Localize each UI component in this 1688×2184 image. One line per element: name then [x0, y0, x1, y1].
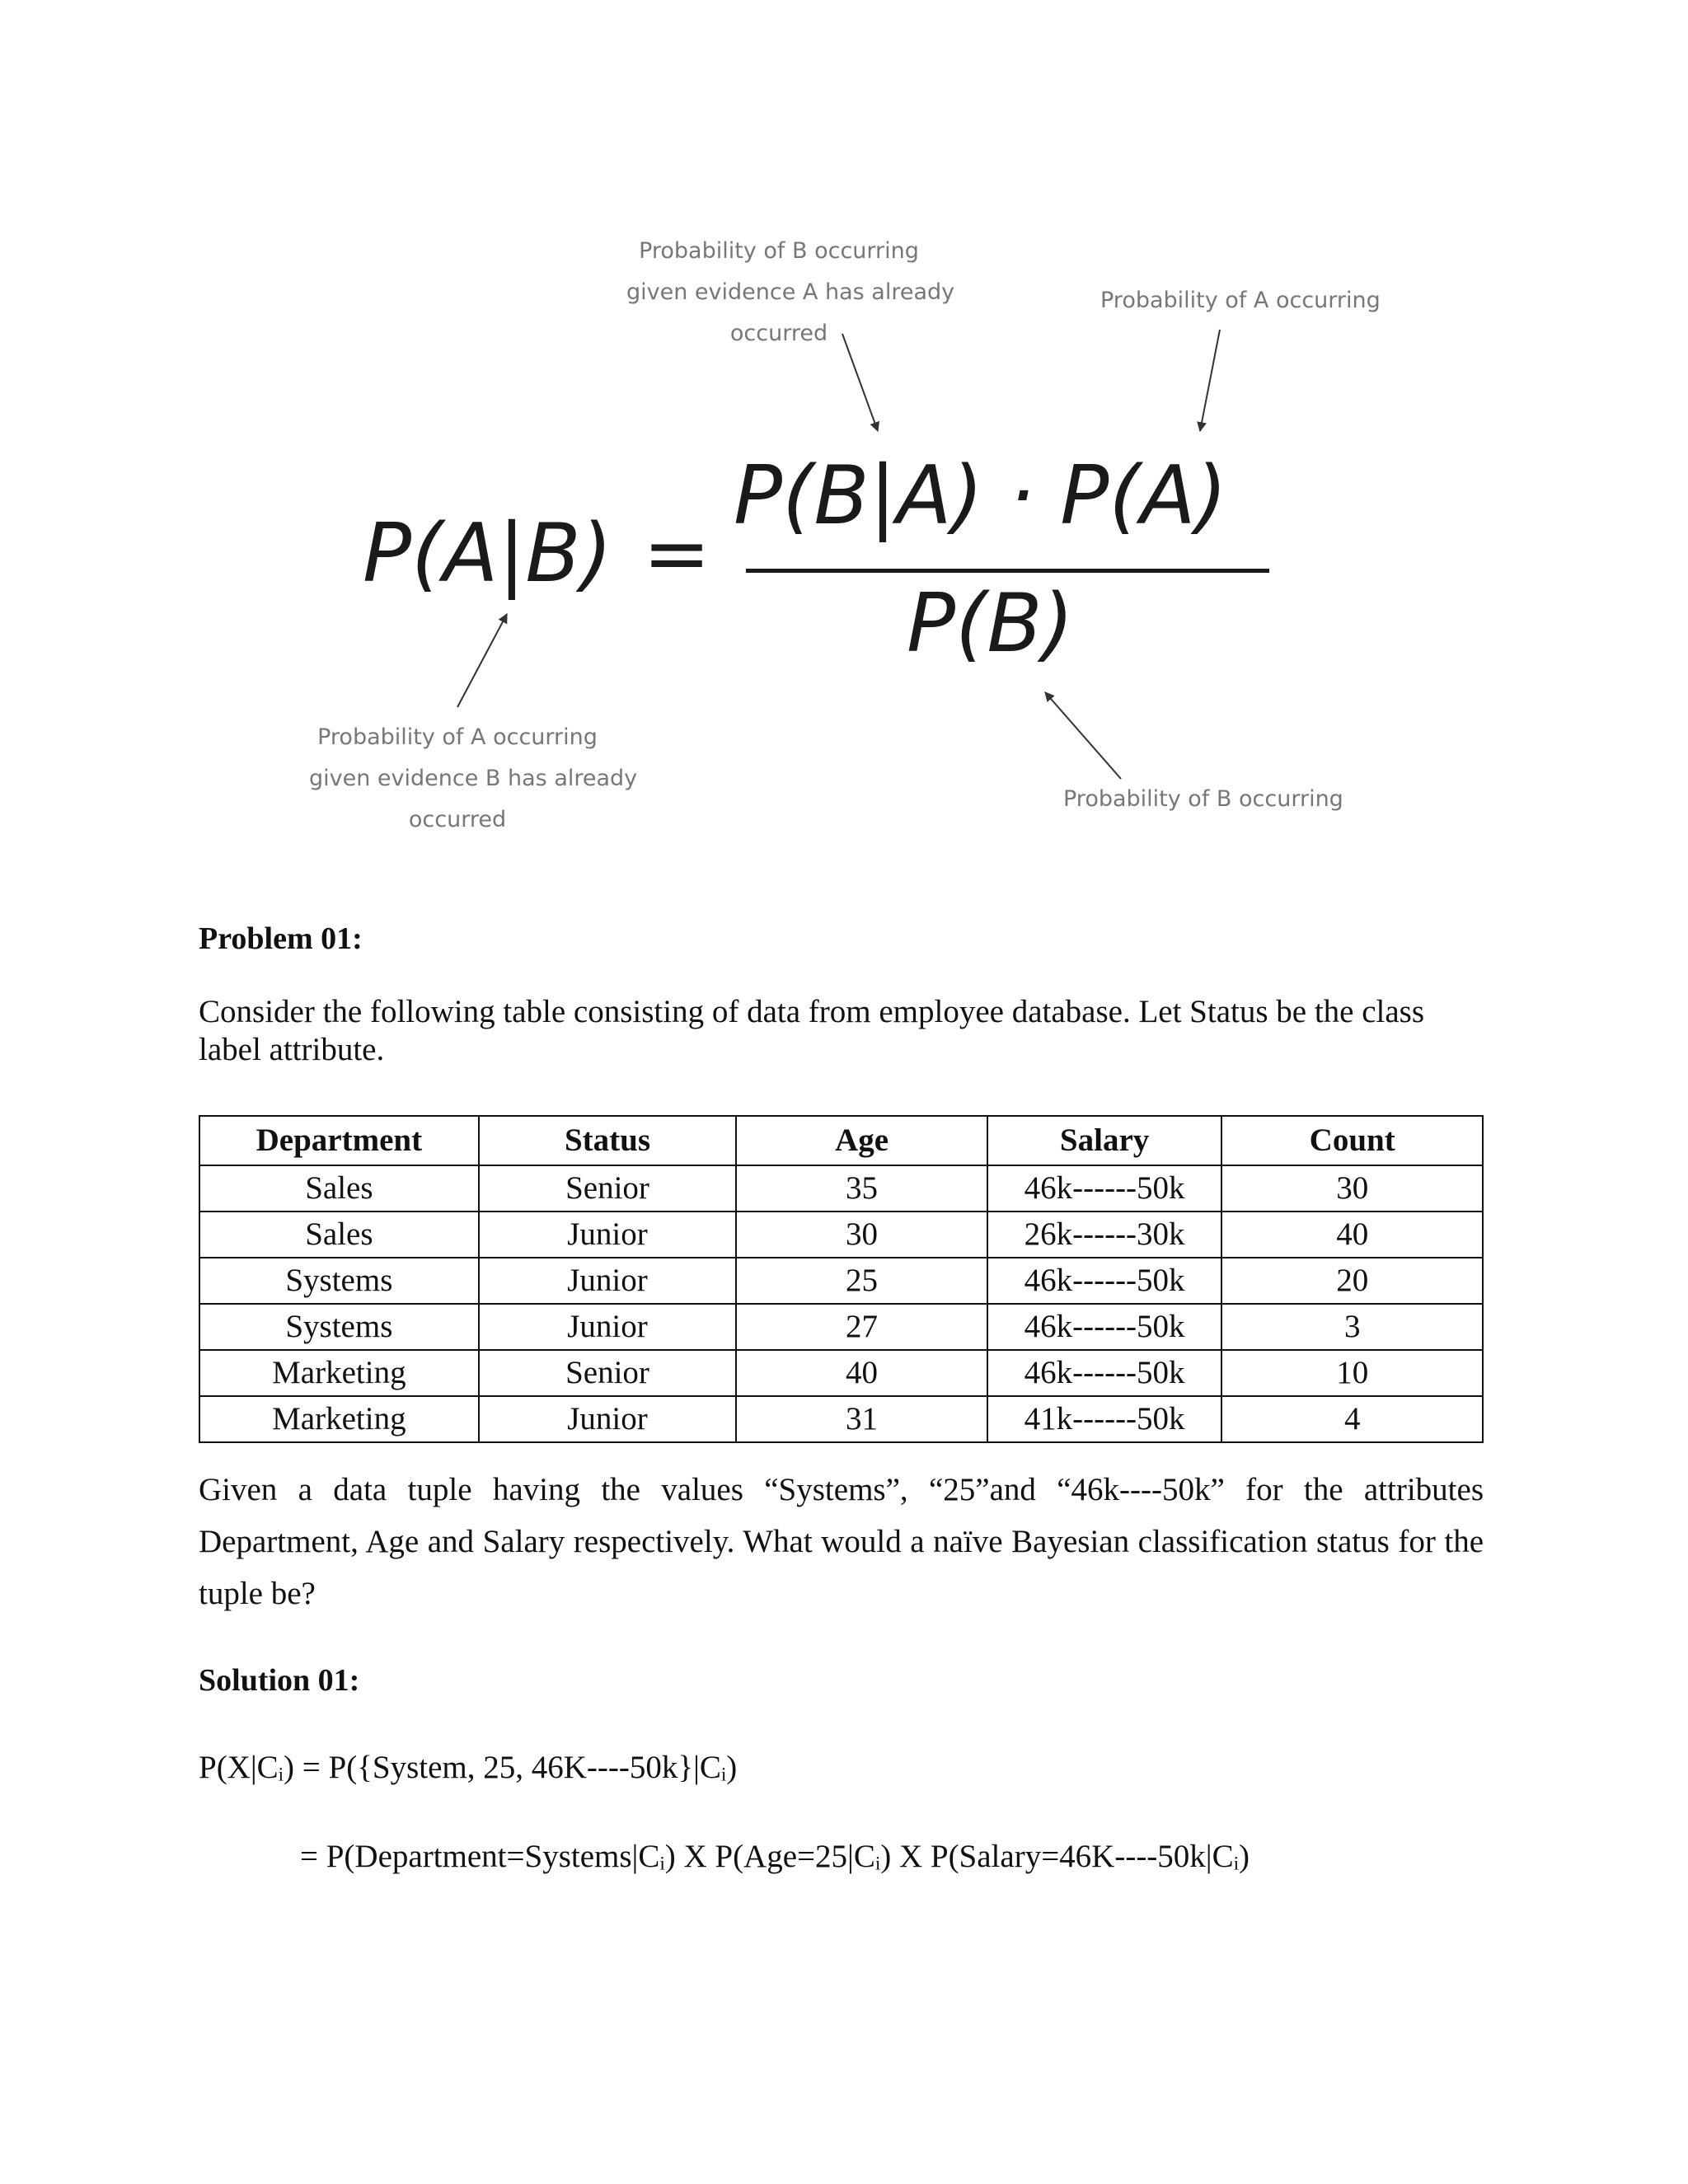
fraction-bar — [746, 569, 1269, 573]
table-row — [199, 1396, 1483, 1442]
cell-count: 3 — [1221, 1304, 1483, 1350]
problem-intro: Consider the following table consisting of data from employee database. Let Status be the class label attribute. — [199, 994, 1425, 1067]
solution-equation-1: P(X|Cᵢ) = P({System, 25, 46K----50k}|Cᵢ) — [199, 1750, 738, 1785]
cell-status: Senior — [479, 1350, 737, 1396]
cell-age: 25 — [736, 1258, 987, 1304]
formula-numerator: P(B|A) · P(A) — [734, 449, 1227, 543]
cell-department: Sales — [199, 1165, 479, 1212]
bayes-theorem-figure — [0, 0, 1688, 874]
cell-count: 30 — [1221, 1165, 1483, 1212]
likelihood-annotation — [626, 231, 955, 354]
header-status: Status — [479, 1116, 737, 1165]
employee-table — [199, 1115, 1484, 1443]
cell-salary: 46k------50k — [987, 1304, 1222, 1350]
likelihood-line-2: given evidence A has already — [626, 279, 955, 305]
posterior-line-2: given evidence B has already — [309, 766, 638, 791]
solution-heading: Solution 01: — [199, 1663, 360, 1698]
table-row — [199, 1258, 1483, 1304]
header-salary: Salary — [987, 1116, 1222, 1165]
likelihood-line-1: Probability of B occurring — [639, 238, 919, 264]
arrow-prior — [1200, 330, 1220, 431]
posterior-annotation — [309, 717, 638, 841]
posterior-line-1: Probability of A occurring — [317, 724, 598, 750]
arrow-posterior — [457, 614, 507, 707]
cell-status: Junior — [479, 1396, 737, 1442]
cell-salary: 46k------50k — [987, 1350, 1222, 1396]
cell-department: Systems — [199, 1304, 479, 1350]
table-row — [199, 1212, 1483, 1258]
cell-count: 40 — [1221, 1212, 1483, 1258]
cell-salary: 46k------50k — [987, 1165, 1222, 1212]
table-row — [199, 1350, 1483, 1396]
table-header-row — [199, 1116, 1483, 1165]
prior-annotation: Probability of A occurring — [1100, 288, 1381, 313]
cell-salary: 26k------30k — [987, 1212, 1222, 1258]
header-department: Department — [199, 1116, 479, 1165]
table-row — [199, 1165, 1483, 1212]
cell-salary: 41k------50k — [987, 1396, 1222, 1442]
problem-question: Given a data tuple having the values “Systems”, “25”and “46k----50k” for the attributes Department, Age and Salary respectively. What would a naïve Bayesian classification status for the tuple be? — [199, 1472, 1484, 1611]
formula-lhs: P(A|B) — [363, 507, 612, 601]
cell-count: 10 — [1221, 1350, 1483, 1396]
cell-department: Systems — [199, 1258, 479, 1304]
posterior-line-3: occurred — [408, 807, 507, 832]
cell-age: 27 — [736, 1304, 987, 1350]
cell-count: 20 — [1221, 1258, 1483, 1304]
solution-equation-2: = P(Department=Systems|Cᵢ) X P(Age=25|Cᵢ) X P(Salary=46K----50k|Cᵢ) — [300, 1839, 1250, 1874]
header-age: Age — [736, 1116, 987, 1165]
cell-status: Senior — [479, 1165, 737, 1212]
arrow-evidence — [1045, 692, 1121, 779]
header-count: Count — [1221, 1116, 1483, 1165]
cell-age: 30 — [736, 1212, 987, 1258]
table-row — [199, 1304, 1483, 1350]
formula-denominator: P(B) — [907, 577, 1074, 671]
evidence-annotation: Probability of B occurring — [1063, 786, 1343, 812]
cell-salary: 46k------50k — [987, 1258, 1222, 1304]
cell-age: 35 — [736, 1165, 987, 1212]
cell-department: Sales — [199, 1212, 479, 1258]
likelihood-line-3: occurred — [729, 321, 828, 346]
cell-status: Junior — [479, 1304, 737, 1350]
cell-status: Junior — [479, 1258, 737, 1304]
cell-count: 4 — [1221, 1396, 1483, 1442]
formula-equals: = — [643, 507, 711, 601]
cell-status: Junior — [479, 1212, 737, 1258]
cell-department: Marketing — [199, 1350, 479, 1396]
cell-age: 31 — [736, 1396, 987, 1442]
cell-department: Marketing — [199, 1396, 479, 1442]
annotation-arrows — [0, 0, 1688, 874]
problem-heading: Problem 01: — [199, 921, 363, 956]
cell-age: 40 — [736, 1350, 987, 1396]
